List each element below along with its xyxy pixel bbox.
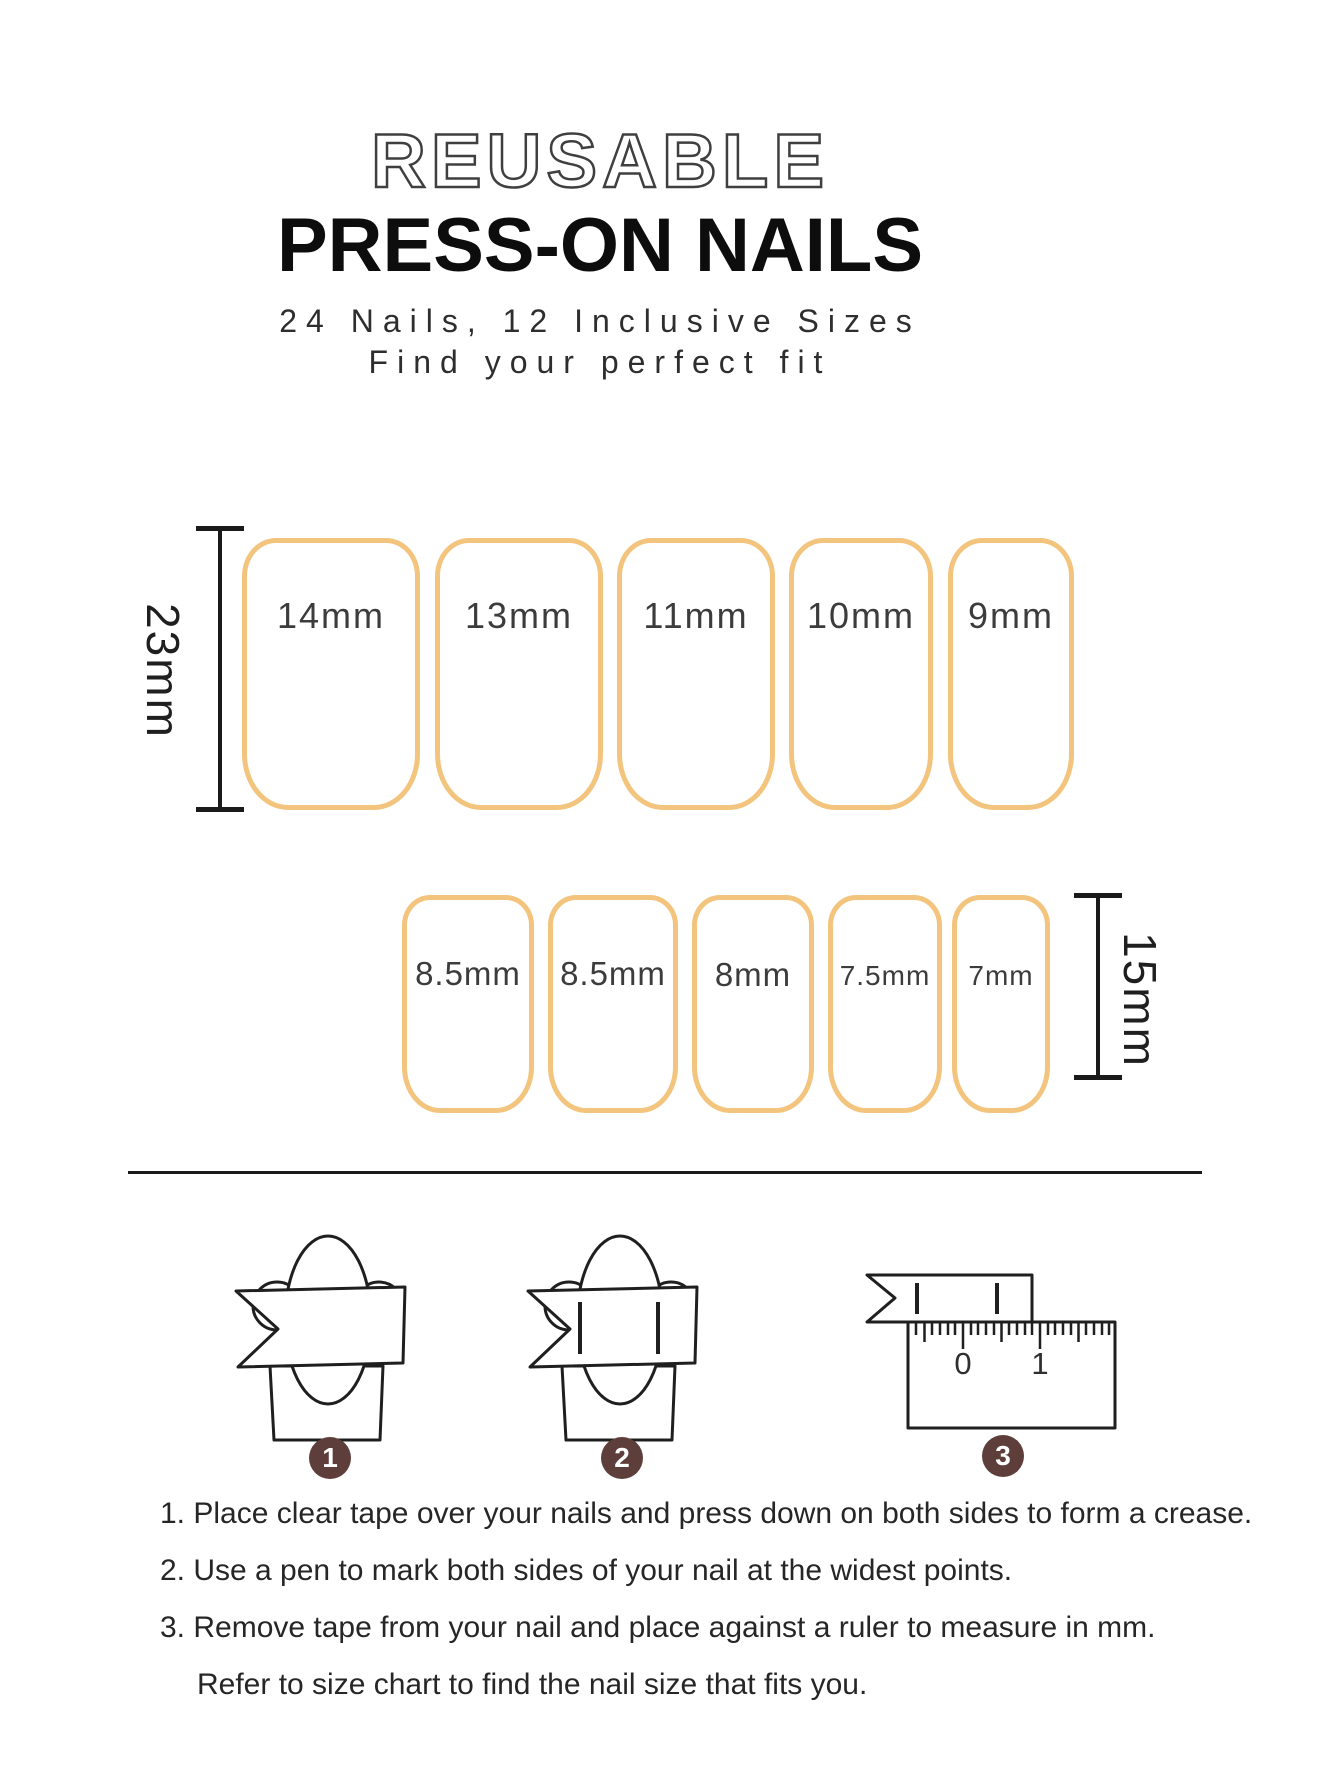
nail-size-label: 8.5mm	[560, 955, 666, 992]
nail-size-13mm	[435, 538, 603, 810]
step3-marker: 3	[982, 1435, 1024, 1477]
nail-size-14mm	[242, 538, 420, 810]
nail-size-7mm	[952, 895, 1050, 1113]
ruler-label-0: 0	[954, 1346, 972, 1381]
step3-ruler-illustration	[780, 1252, 1120, 1432]
row2-measure-line	[1096, 895, 1100, 1080]
nail-size-label: 8mm	[714, 956, 792, 993]
instruction-line-3: 3. Remove tape from your nail and place against a ruler to measure in mm.	[160, 1611, 1156, 1644]
step1-marker: 1	[309, 1437, 351, 1479]
row1-measure-cap-bottom	[196, 807, 244, 812]
finger-tape-icon	[230, 1228, 420, 1448]
nail-size-label: 8.5mm	[415, 955, 521, 992]
nail-size-label: 13mm	[464, 595, 574, 636]
instruction-line-1: 1. Place clear tape over your nails and press down on both sides to form a crease.	[160, 1497, 1253, 1530]
step2-finger-marked-illustration	[522, 1228, 712, 1448]
nail-size-label: 7.5mm	[839, 960, 931, 991]
section-divider	[128, 1171, 1202, 1174]
instruction-line-2: 2. Use a pen to mark both sides of your nail at the widest points.	[160, 1554, 1013, 1587]
page-title: PRESS-ON NAILS	[276, 203, 924, 288]
nail-size-7-5mm	[828, 895, 942, 1113]
title-outline: REUSABLE	[370, 119, 830, 204]
row2-length-label: 15mm	[1114, 932, 1166, 1068]
nail-size-label: 11mm	[643, 595, 749, 636]
subtitle-line-1: 24 Nails, 12 Inclusive Sizes	[279, 303, 921, 339]
nail-size-10mm	[789, 538, 933, 810]
finger-marked-icon	[522, 1228, 712, 1448]
nail-size-8-5mm-b	[548, 895, 678, 1113]
row2-measure-cap-bottom	[1074, 1075, 1122, 1080]
nail-size-label: 14mm	[276, 595, 386, 636]
nail-size-11mm	[617, 538, 775, 810]
row1-measure-cap-top	[196, 526, 244, 531]
subtitle-line-2: Find your perfect fit	[368, 344, 832, 380]
nail-size-9mm	[948, 538, 1074, 810]
row1-length-label: 23mm	[137, 603, 189, 739]
row1-measure-line	[218, 528, 222, 812]
instruction-line-4: Refer to size chart to find the nail size that fits you.	[197, 1668, 868, 1701]
row2-measure-cap-top	[1074, 893, 1122, 898]
nail-size-label: 9mm	[968, 595, 1054, 636]
ruler-label-1: 1	[1031, 1346, 1049, 1381]
step2-marker: 2	[601, 1437, 643, 1479]
nail-size-8mm	[692, 895, 814, 1113]
nail-size-8-5mm-a	[402, 895, 534, 1113]
step1-finger-tape-illustration	[230, 1228, 420, 1448]
nail-size-label: 10mm	[806, 595, 916, 636]
ruler-icon	[780, 1252, 1120, 1432]
nail-size-label: 7mm	[968, 960, 1034, 991]
